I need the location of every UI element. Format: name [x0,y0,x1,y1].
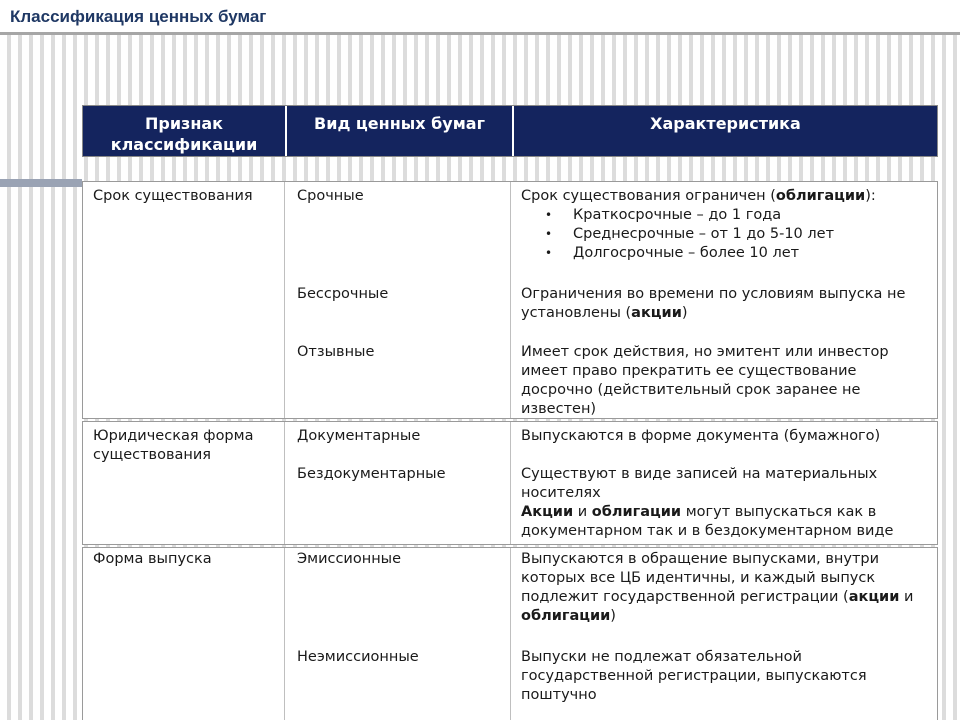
bullet-icon: • [545,208,553,222]
header-security-type: Вид ценных бумаг [287,106,512,156]
characteristic-text: Срок существования ограничен (облигации): [521,188,876,204]
characteristic-text: Ограничения во времени по условиям выпуска не установлены (акции) [521,286,906,321]
type-label: Бездокументарные [297,466,446,482]
characteristic-cell [511,182,937,418]
table-section-legal-form [82,421,938,545]
type-cell [285,422,511,544]
type-label: Эмиссионные [297,551,402,567]
criterion-cell [83,182,285,418]
characteristic-cell [511,422,937,544]
bullet-item: Среднесрочные – от 1 до 5-10 лет [573,226,835,242]
page-title: Классификация ценных бумаг [10,7,267,26]
characteristic-text: Выпуски не подлежат обязательной государственной регистрации, выпускаются поштучно [521,649,867,703]
criterion-label: Юридическая форма существования [93,428,254,463]
type-cell [285,548,511,720]
type-label: Документарные [297,428,421,444]
characteristic-note: Акции и облигации могут выпускаться как в документарном так и в бездокументарном виде [521,504,894,539]
criterion-label: Срок существования [93,188,253,204]
table-header [82,105,938,157]
criterion-cell [83,548,285,720]
bullet-item: Краткосрочные – до 1 года [573,207,782,223]
table-section-term [82,181,938,419]
characteristic-text: Выпускаются в форме документа (бумажного) [521,428,881,444]
characteristic-text: Выпускаются в обращение выпусками, внутри которых все ЦБ идентичны, и каждый выпуск подлежит государственной регистрации (акции и облигации) [521,551,914,624]
characteristic-text: Существуют в виде записей на материальных носителях [521,466,878,501]
header-characteristic: Характеристика [514,106,937,156]
type-label: Неэмиссионные [297,649,419,665]
table-section-issue-form [82,547,938,720]
criterion-cell [83,422,285,544]
header-criterion: Признак классификации [83,106,285,156]
side-accent-bar [0,179,82,187]
type-label: Срочные [297,188,364,204]
type-label: Отзывные [297,344,375,360]
title-bar [0,0,960,35]
criterion-label: Форма выпуска [93,551,212,567]
type-label: Бессрочные [297,286,389,302]
bullet-icon: • [545,246,553,260]
characteristic-text: Имеет срок действия, но эмитент или инвестор имеет право прекратить ее существование досрочно (действительный срок заранее не известен) [521,344,889,417]
characteristic-cell [511,548,937,720]
bullet-item: Долгосрочные – более 10 лет [573,245,800,261]
bullet-icon: • [545,227,553,241]
type-cell [285,182,511,418]
